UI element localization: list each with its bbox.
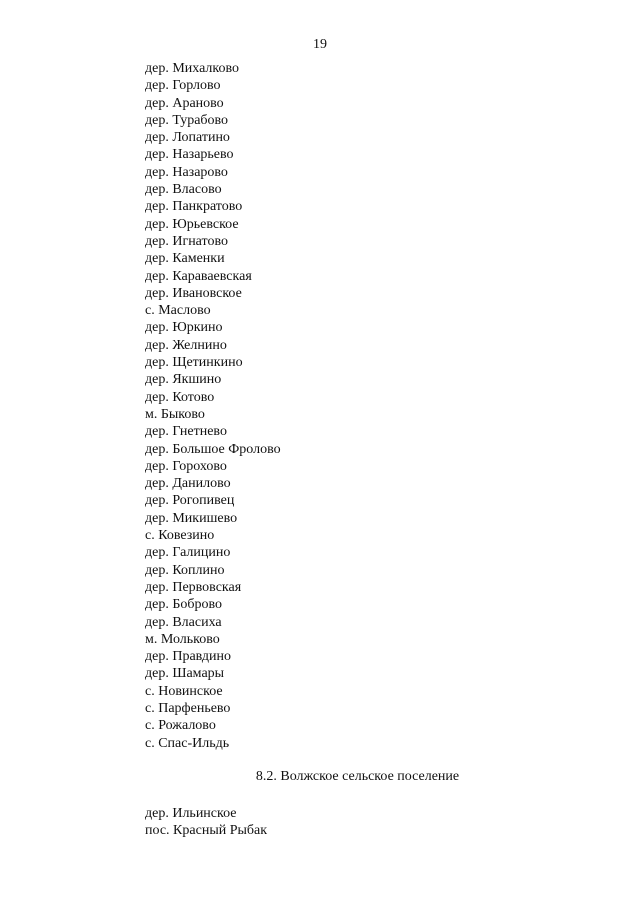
list-item: дер. Коплино: [145, 562, 225, 578]
list-item: дер. Большое Фролово: [145, 441, 281, 457]
list-item: дер. Назарьево: [145, 147, 234, 163]
list-item: дер. Желнино: [145, 337, 227, 353]
list-item: дер. Власиха: [145, 614, 222, 630]
list-item: дер. Гнетнево: [145, 424, 227, 440]
list-item: дер. Ивановское: [145, 285, 242, 301]
list-item: м. Быково: [145, 406, 205, 422]
list-item: дер. Правдино: [145, 649, 232, 665]
list-item: с. Спас-Ильдь: [145, 735, 230, 751]
list-item: дер. Шамары: [145, 666, 225, 682]
section-settlement-list: [145, 805, 267, 840]
list-item: м. Мольково: [145, 631, 220, 647]
list-item: дер. Юрьевское: [145, 216, 239, 232]
list-item: дер. Каменки: [145, 251, 225, 267]
list-item: с. Ковезино: [145, 528, 215, 544]
section-heading: 8.2. Волжское сельское поселение: [255, 769, 460, 784]
list-item: дер. Якшино: [145, 372, 222, 388]
list-item: дер. Игнатово: [145, 233, 228, 249]
page-number: 19: [313, 37, 327, 52]
list-item: дер. Лопатино: [145, 130, 230, 146]
list-item: дер. Караваевская: [145, 268, 252, 284]
list-item: пос. Красный Рыбак: [145, 823, 268, 839]
list-item: дер. Горлово: [145, 78, 221, 94]
list-item: с. Маслово: [145, 303, 211, 319]
list-item: дер. Рогопивец: [145, 493, 235, 509]
list-item: с. Рожалово: [145, 718, 216, 734]
list-item: дер. Первовская: [145, 579, 242, 595]
list-item: дер. Щетинкино: [145, 355, 243, 371]
list-item: дер. Данилово: [145, 476, 231, 492]
list-item: дер. Араново: [145, 95, 224, 111]
list-item: дер. Панкратово: [145, 199, 243, 215]
list-item: дер. Михалково: [145, 61, 240, 76]
list-item: с. Парфеньево: [145, 700, 231, 716]
list-item: дер. Ильинское: [145, 806, 237, 821]
list-item: дер. Котово: [145, 389, 215, 405]
list-item: дер. Назарово: [145, 164, 228, 180]
list-item: дер. Власово: [145, 182, 222, 198]
list-item: с. Новинское: [145, 683, 223, 699]
list-item: дер. Боброво: [145, 597, 223, 613]
list-item: дер. Галицино: [145, 545, 231, 561]
settlement-list: [145, 60, 281, 752]
list-item: дер. Микишево: [145, 510, 238, 526]
list-item: дер. Юркино: [145, 320, 223, 336]
list-item: дер. Горохово: [145, 458, 227, 474]
list-item: дер. Турабово: [145, 112, 229, 128]
